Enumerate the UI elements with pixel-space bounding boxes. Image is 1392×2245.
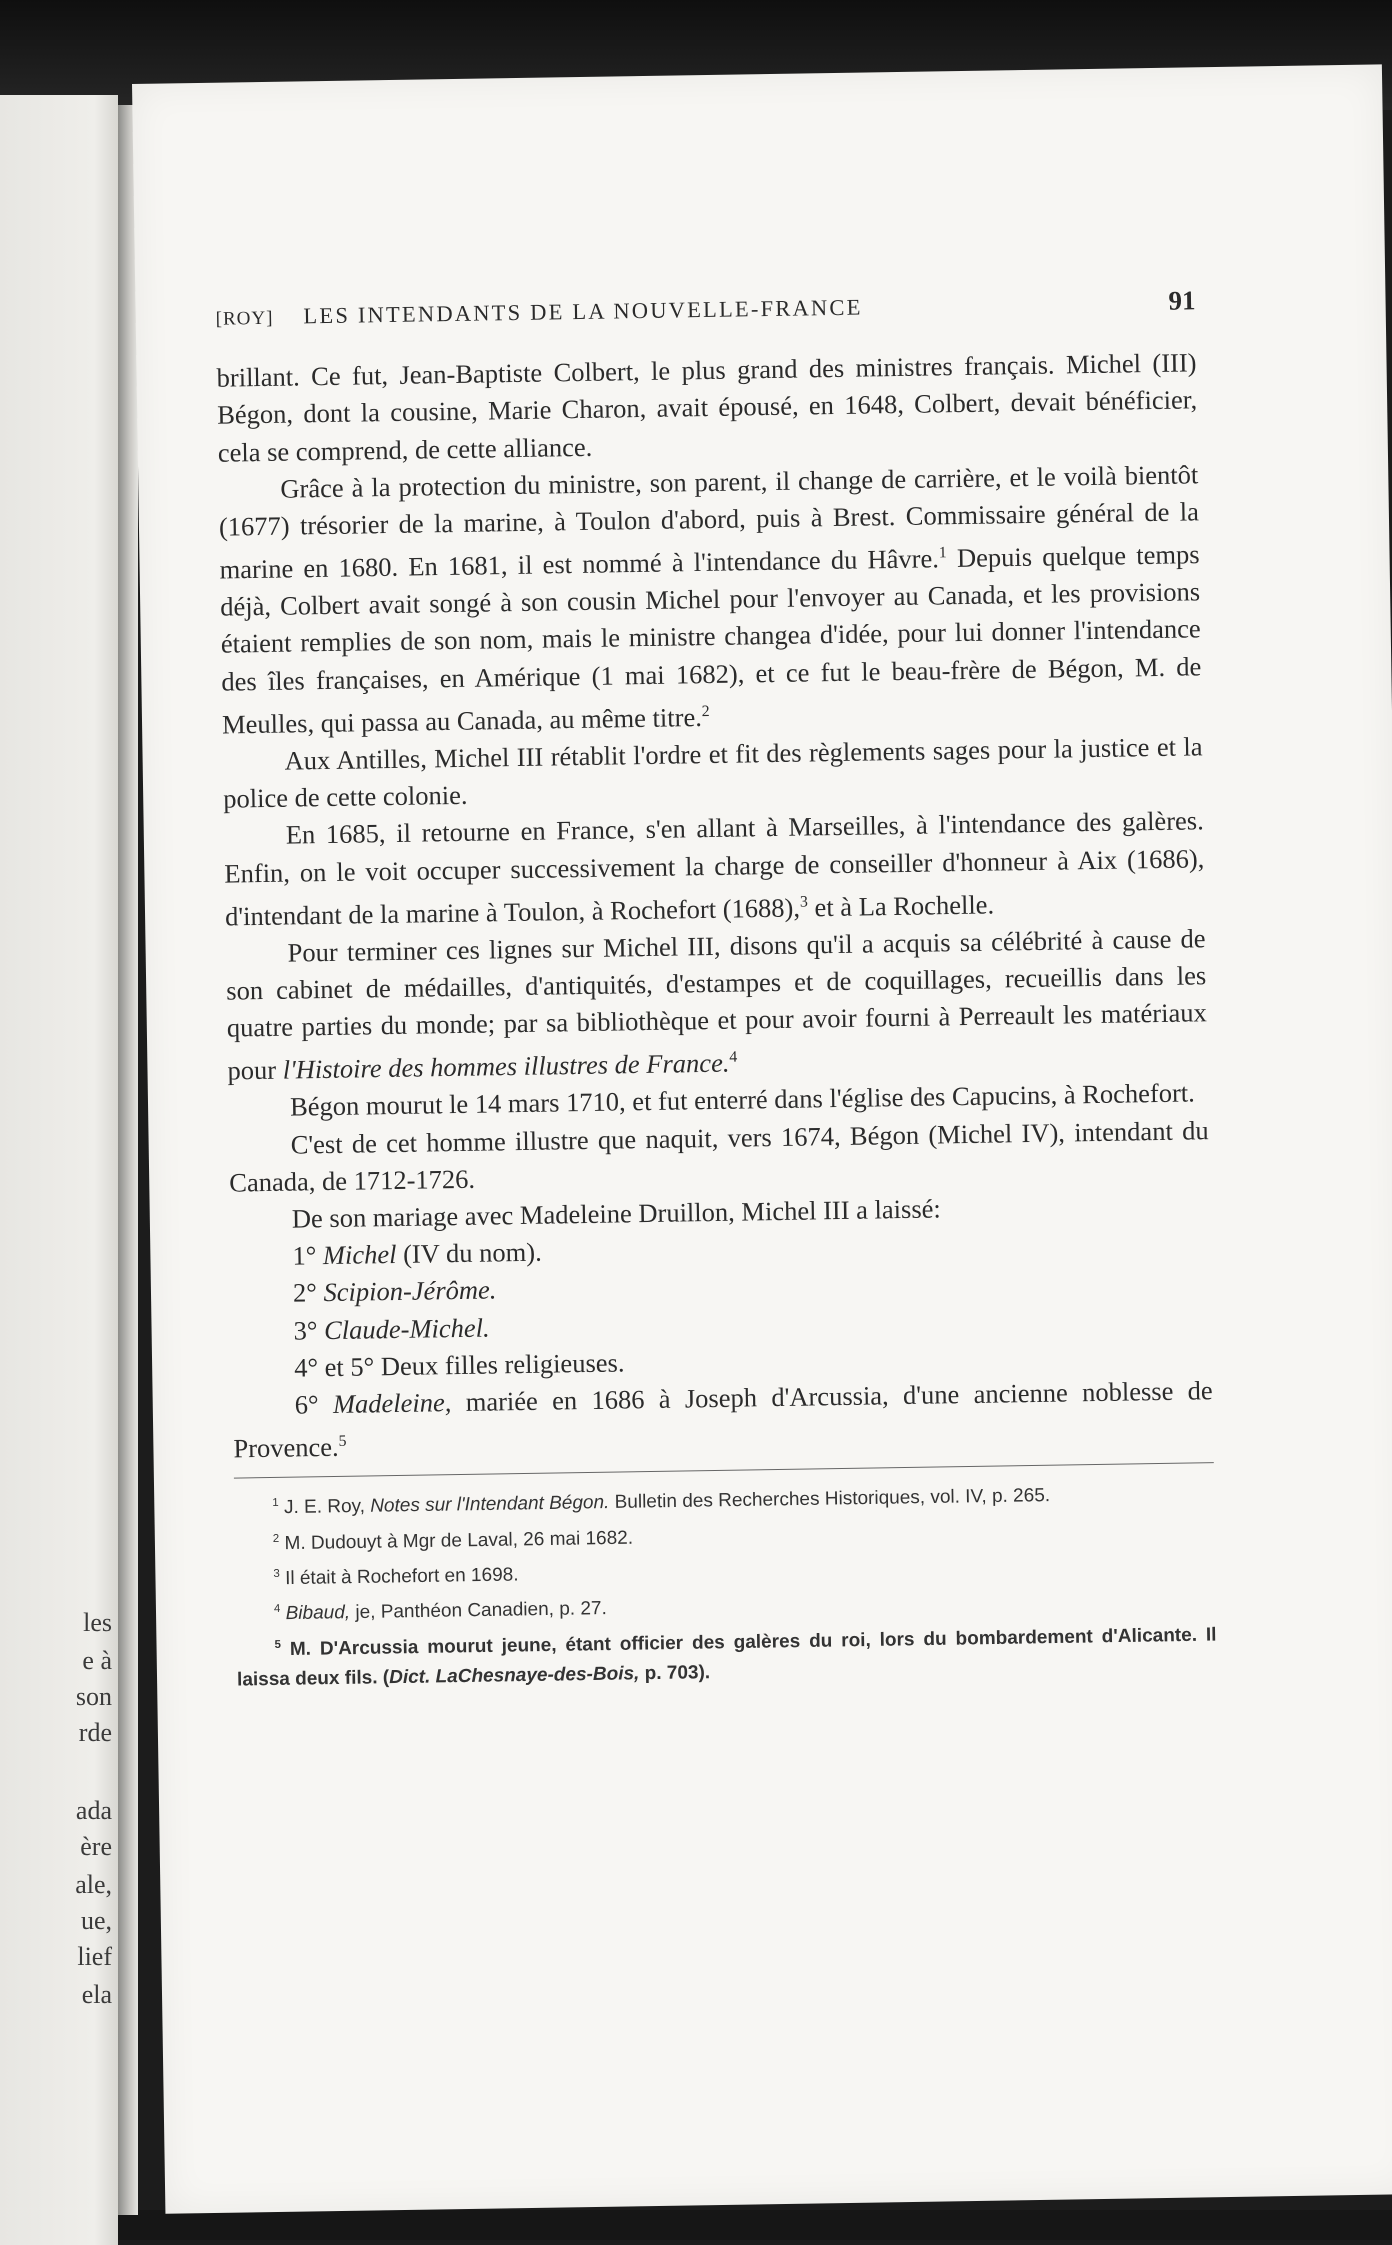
- paragraph: [225, 920, 1207, 1090]
- paragraph: Bégon mourut le 14 mars 1710, et fut enterré dans l'église des Capucins, à Rochefort.: [228, 1075, 1208, 1128]
- page-content: [215, 282, 1217, 1695]
- paragraph: De son mariage avec Madeleine Druillon, Michel III a laissé:: [230, 1186, 1210, 1239]
- scanner-background-bottom: [0, 2210, 1392, 2240]
- left-margin-fragment: ère: [80, 1829, 112, 1865]
- list-text: mariée en 1686 à Joseph d'Arcussia, d'une ancienne noblesse de Provence.: [233, 1375, 1213, 1463]
- child-name: Madeleine,: [333, 1387, 452, 1419]
- left-margin-fragment: rde: [79, 1715, 112, 1751]
- paragraph: C'est de cet homme illustre que naquit, vers 1674, Bégon (Michel IV), intendant du Canada, de 1712-1726.: [228, 1112, 1209, 1202]
- footnote-mark: 3: [273, 1568, 280, 1580]
- footnote-text: je, Panthéon Canadien, p. 27.: [350, 1598, 607, 1623]
- page-gutter-shadow: [118, 105, 138, 2215]
- list-text: Deux filles religieuses.: [374, 1347, 625, 1381]
- child-name: Scipion-Jérôme.: [323, 1275, 496, 1308]
- child-name: Claude-Michel.: [324, 1312, 490, 1345]
- child-name: Michel: [323, 1239, 397, 1270]
- footnote-mark: 4: [274, 1603, 281, 1615]
- list-number: 4° et 5°: [294, 1351, 375, 1382]
- left-margin-fragment: lief: [77, 1939, 112, 1975]
- footnote-text: p. 703).: [639, 1662, 710, 1684]
- left-margin-fragment: ue,: [81, 1903, 112, 1939]
- footnote-mark: 2: [273, 1532, 280, 1544]
- footnote-italic: Bibaud,: [286, 1602, 351, 1624]
- paragraph-text: Depuis quelque temps déjà, Colbert avait songé à son cousin Michel pour l'envoyer au Canada, et les provisions étaient remplies de son nom, mais le ministre changea d'idée, pour lui donner l'intendance des îles françaises, en Amérique (1 mai 1682), et ce fut le beau-frère de Bégon, M. de Meulles, qui passa au Canada, au même titre.: [220, 539, 1202, 739]
- paragraph: brillant. Ce fut, Jean-Baptiste Colbert, le plus grand des ministres français. Michel (III) Bégon, dont la cousine, Marie Charon, avait épousé, en 1648, Colbert, devait bénéficier, cela se comprend, de cette alliance.: [216, 345, 1198, 472]
- footnote-text: M. Dudouyt à Mgr de Laval, 26 mai 1682.: [279, 1527, 633, 1554]
- footnote-text: Bulletin des Recherches Historiques, vol. IV, p. 265.: [609, 1485, 1050, 1513]
- header-author-tag: [ROY]: [215, 300, 273, 338]
- running-header: [215, 282, 1196, 338]
- footnote-ref: 4: [729, 1049, 737, 1066]
- paragraph-text: Pour terminer ces lignes sur Michel III, disons qu'il a acquis sa célébrité à cause de son cabinet de médailles, d'antiquités, d'estampes et de coquillages, recueillis dans les quatre parties du monde; par sa bibliothèque et pour avoir fourni à Perreault les matériaux pour: [226, 923, 1207, 1086]
- paragraph-text: Grâce à la protection du ministre, son parent, il change de carrière, et le voilà bientôt (1677) trésorier de la marine, à Toulon d'abord, puis à Brest. Commissaire général de la marine en 1680. En 1681, il est nommé à l'intendance du Hâvre.: [219, 459, 1199, 585]
- left-margin-fragment: e à: [82, 1643, 112, 1679]
- paragraph: Aux Antilles, Michel III rétablit l'ordre et fit des règlements sages pour la justice et la police de cette colonie.: [222, 728, 1203, 818]
- paragraph-text: et à La Rochelle.: [808, 889, 995, 922]
- list-number: 1°: [292, 1240, 316, 1270]
- left-margin-fragment: ada: [76, 1793, 112, 1829]
- list-item: [232, 1372, 1213, 1468]
- book-page: [132, 64, 1392, 2213]
- paragraph: [218, 456, 1202, 743]
- footnote-text: M. D'Arcussia mourut jeune, étant officier des galères du roi, lors du bombardement d'Alicante. Il laissa deux fils. (: [237, 1624, 1217, 1690]
- left-page-edge: [0, 95, 118, 2245]
- header-title: LES INTENDANTS DE LA NOUVELLE-FRANCE: [303, 284, 1169, 335]
- left-margin-fragment: ale,: [75, 1867, 112, 1903]
- footnote-italic: Notes sur l'Intendant Bégon.: [370, 1492, 609, 1517]
- list-number: 2°: [293, 1278, 317, 1308]
- left-margin-fragment: son: [76, 1679, 112, 1715]
- left-margin-fragment: ela: [82, 1977, 112, 2013]
- footnote-text: J. E. Roy,: [279, 1496, 371, 1518]
- footnote-ref: 5: [338, 1433, 346, 1450]
- book-title: l'Histoire des hommes illustres de France.: [282, 1048, 729, 1085]
- footnote-mark: 5: [274, 1638, 281, 1650]
- footnote-mark: 1: [272, 1497, 279, 1509]
- left-margin-fragment: les: [83, 1605, 112, 1641]
- footnote-ref: 3: [800, 893, 808, 910]
- footnote-ref: 1: [939, 544, 947, 561]
- list-text: (IV du nom).: [396, 1237, 542, 1269]
- footnote-ref: 2: [702, 703, 710, 720]
- list-number: 3°: [293, 1315, 317, 1345]
- paragraph: [224, 803, 1206, 936]
- footnote-italic: Dict. LaChesnaye-des-Bois,: [389, 1663, 640, 1688]
- paragraph-text: En 1685, il retourne en France, s'en allant à Marseilles, à l'intendance des galères. Enfin, on le voit occuper successivement la charge de conseiller d'honneur à Aix (1686), d'intendant de la marine à Toulon, à Rochefort (1688),: [224, 806, 1204, 932]
- footnote-text: Il était à Rochefort en 1698.: [280, 1564, 519, 1589]
- page-number: 91: [1168, 282, 1196, 320]
- list-number: 6°: [295, 1389, 319, 1419]
- footnotes: [234, 1462, 1217, 1695]
